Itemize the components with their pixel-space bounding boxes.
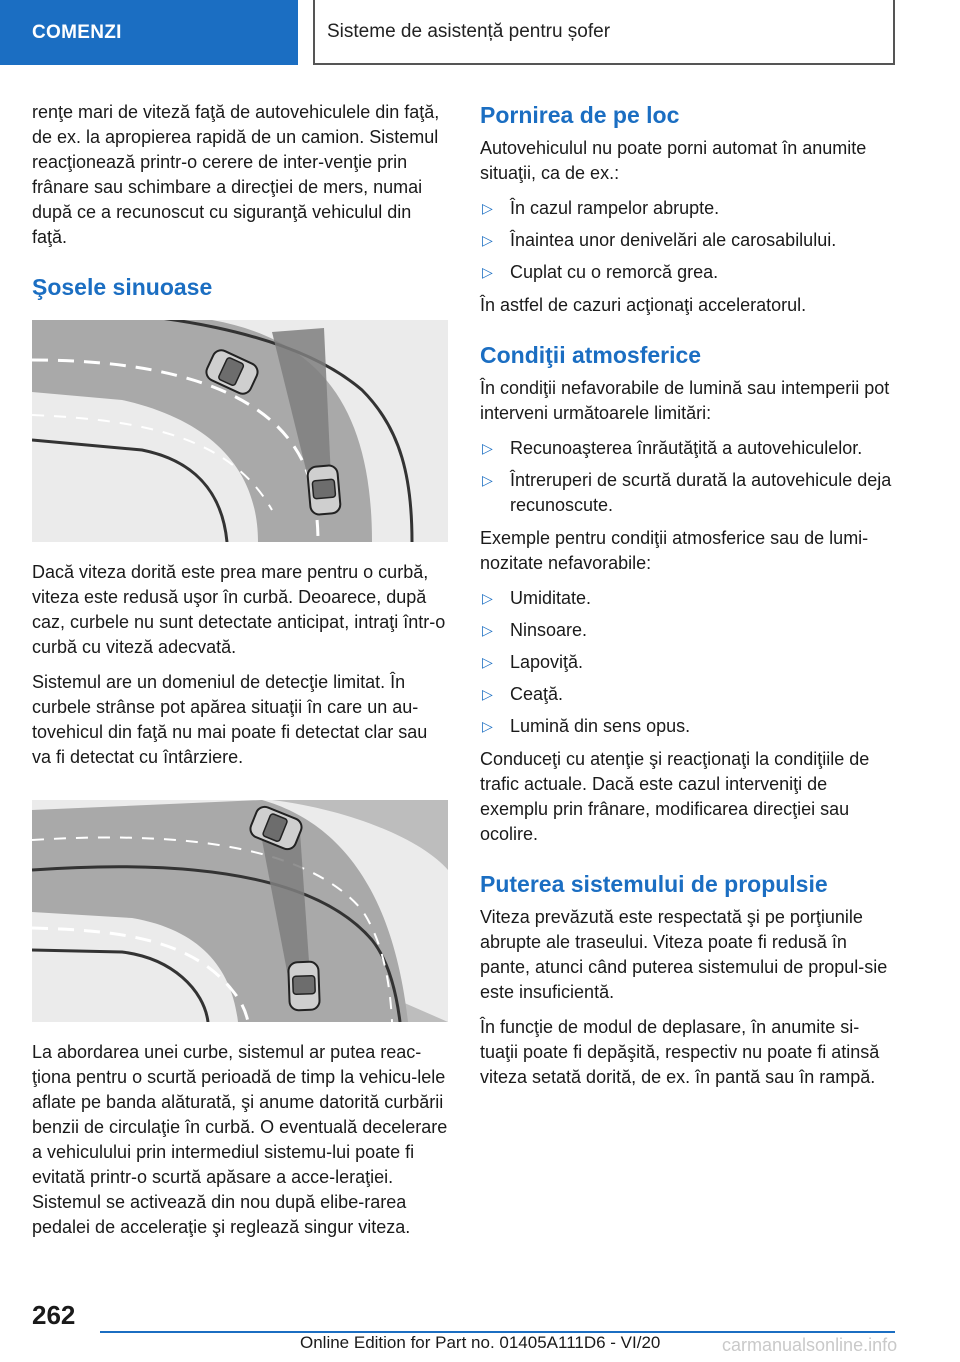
curve-illustration-2 xyxy=(32,800,448,1022)
weather-examples-intro: Exemple pentru condiţii atmosferice sau de lumi‐nozitate nefavorabile: xyxy=(480,528,869,573)
car-ego xyxy=(307,465,341,515)
list-item: ▷ Lapoviţă. xyxy=(480,650,896,675)
page-number: 262 xyxy=(32,1300,76,1330)
heading-starting-off: Pornirea de pe loc xyxy=(480,102,680,128)
intro-paragraph: renţe mari de viteză faţă de autovehiculele din faţă, de ex. la apropierea rapidă de un camion. Sistemul reacţionează printr‐o cerere de inter‐venţie prin frânare sau schimbare a direcţiei de mers, numai după ce a recunoscut cu siguranţă vehiculul din faţă. xyxy=(32,102,440,247)
triangle-bullet-icon: ▷ xyxy=(482,472,493,488)
list-item: ▷ Lumină din sens opus. xyxy=(480,714,896,739)
heading-weather: Condiţii atmosferice xyxy=(480,342,702,368)
paragraph-adjacent-lane: La abordarea unei curbe, sistemul ar putea reac‐ţiona pentru o scurtă perioadă de timp la vehicu‐lele aflate pe banda alăturată, şi anume datorită curbării benzii de circulaţie în curbă. O eventuală decelerare a vehiculului prin intermediul sistemu‐lui poate fi evitată printr‐o scurtă apăsare a acce‐leraţiei. Sistemul se activează din nou după elibe‐rarea pedalei de acceleraţie şi reglează singur viteza. xyxy=(32,1042,448,1237)
triangle-bullet-icon: ▷ xyxy=(482,686,493,702)
triangle-bullet-icon: ▷ xyxy=(482,440,493,456)
triangle-bullet-icon: ▷ xyxy=(482,200,493,216)
list-item: ▷ Recunoaşterea înrăutăţită a autovehiculelor. xyxy=(480,436,896,461)
chapter-title: Sisteme de asistență pentru șofer xyxy=(313,0,895,65)
drive-power-paragraph-2: În funcţie de modul de deplasare, în anumite si‐tuaţii poate fi depăşită, respectiv nu poate fi atinsă viteza setată dorită, de ex. în pantă sau în rampă. xyxy=(480,1017,880,1087)
triangle-bullet-icon: ▷ xyxy=(482,718,493,734)
triangle-bullet-icon: ▷ xyxy=(482,622,493,638)
car-ego xyxy=(288,961,320,1010)
list-item: ▷ Umiditate. xyxy=(480,586,896,611)
weather-examples-list xyxy=(480,586,896,739)
weather-intro: În condiţii nefavorabile de lumină sau intemperii pot interveni următoarele limitări: xyxy=(480,378,890,423)
section-tab: COMENZI xyxy=(0,0,298,65)
weather-outro: Conduceţi cu atenţie şi reacţionaţi la condiţiile de trafic actuale. Dacă este cazul interveniţi de exemplu prin frânare, modificarea direcţiei sau ocolire. xyxy=(480,749,870,844)
list-item: ▷ Întreruperi de scurtă durată la autovehicule deja recunoscute. xyxy=(482,470,892,515)
drive-power-paragraph-1: Viteza prevăzută este respectată şi pe porţiunile abrupte ale traseului. Viteza poate fi redusă în pante, atunci când puterea sistemului de propul‐sie este insuficientă. xyxy=(480,907,888,1002)
triangle-bullet-icon: ▷ xyxy=(482,590,493,606)
right-column xyxy=(480,100,896,1100)
curve-illustration-1 xyxy=(32,320,448,542)
heading-drive-power: Puterea sistemului de propulsie xyxy=(480,871,828,897)
heading-winding-roads: Şosele sinuoase xyxy=(32,274,213,300)
list-item: ▷ În cazul rampelor abrupte. xyxy=(480,196,896,221)
paragraph-speed-reduction: Dacă viteza dorită este prea mare pentru o curbă, viteza este redusă uşor în curbă. Deoarece, după caz, curbele nu sunt detectate anticipat, intraţi într‐o curbă cu viteză adecvată. xyxy=(32,562,446,657)
list-item: ▷ Înaintea unor denivelări ale carosabilului. xyxy=(480,228,896,253)
starting-list xyxy=(480,196,896,285)
paragraph-detection-range: Sistemul are un domeniul de detecţie limitat. În curbele strânse pot apărea situaţii în care un au‐tovehicul din faţă nu mai poate fi detectat clar sau va fi detectat cu întârziere. xyxy=(32,672,428,767)
list-item: ▷ Ceaţă. xyxy=(480,682,896,707)
list-item: ▷ Cuplat cu o remorcă grea. xyxy=(480,260,896,285)
triangle-bullet-icon: ▷ xyxy=(482,654,493,670)
footer-edition: Online Edition for Part no. 01405A111D6 - VI/20 xyxy=(300,1333,661,1352)
triangle-bullet-icon: ▷ xyxy=(482,232,493,248)
starting-intro: Autovehiculul nu poate porni automat în anumite situaţii, ca de ex.: xyxy=(480,138,867,183)
left-column xyxy=(32,100,448,1250)
watermark-text: carmanualsonline.info xyxy=(722,1335,898,1355)
weather-limits-list xyxy=(480,436,896,518)
list-item: ▷ Ninsoare. xyxy=(480,618,896,643)
triangle-bullet-icon: ▷ xyxy=(482,264,493,280)
starting-outro: În astfel de cazuri acţionaţi acceleratorul. xyxy=(480,295,807,315)
